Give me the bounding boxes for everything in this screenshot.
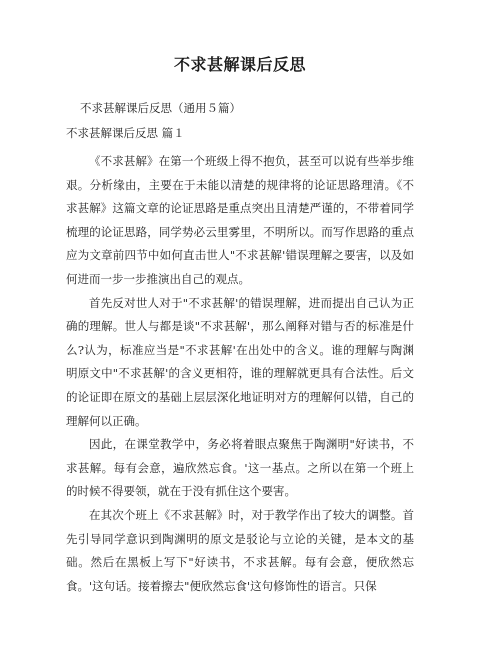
page-title: 不求甚解课后反思: [173, 55, 306, 74]
paragraph: 因此，在课堂教学中，务必将着眼点聚焦于陶渊明"好读书，不求甚解。每有会意，遍欣然忘食。'这一基点。之所以在第一个班上的时候不得要领，就在于没有抓住这个要害。: [66, 437, 414, 499]
paragraph: 在其次个班上《不求甚解》时，对于教学作出了较大的调整。首先引导同学意识到陶渊明的原文是驳论与立论的关键，是本文的基础。然后在黑板上写下"好读书，不求甚解。每有会意，便欣然忘食。'这句话。接着擦去"便欣然忘食'这句修饰性的语言。只保: [66, 507, 414, 593]
paragraph: 首先反对世人对于"不求甚解'的错误理解，进而提出自己认为正确的理解。世人与都是谈"不求甚解'，那么阐释对错与否的标准是什么?认为，标准应当是"不求甚解'在出处中的含义。谁的理解与陶渊明原文中"不求甚解'的含义更相符，谁的理解就更具有合法性。后文的论证即在原文的基础上层层深化地证明对方的理解何以错，自己的理解何以正确。: [66, 295, 414, 428]
document-subtitle: 不求甚解课后反思（通用５篇）: [80, 101, 241, 115]
section-heading: 不求甚解课后反思 篇１: [66, 126, 185, 140]
document-body: [66, 150, 414, 598]
paragraph: 《不求甚解》在第一个班级上得不抱负，甚至可以说有些举步维艰。分析缘由，主要在于未能以清楚的规律将的论证思路理清。《不求甚解》这篇文章的论证思路是重点突出且清楚严谨的，不带着同学梳理的论证思路，同学势必云里雾里，不明所以。而写作思路的重点应为文章前四节中如何直击世人"不求甚解'错误理解之要害，以及如何进而一步一步推演出自己的观点。: [66, 154, 414, 286]
